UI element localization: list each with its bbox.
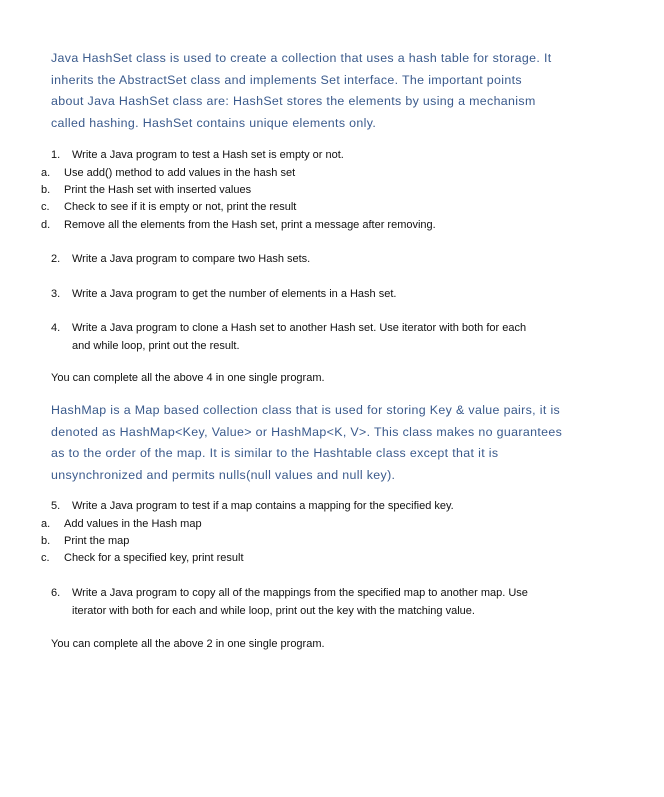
item-number: 4. [51,322,61,334]
item-number: 2. [51,253,61,265]
item-number: 6. [51,587,61,599]
item-number: 5. [51,500,61,512]
item-text: Write a Java program to get the number of elements in a Hash set. [72,288,397,300]
intro-line: called hashing. HashSet contains unique elements only. [51,115,377,130]
intro-line: about Java HashSet class are: HashSet stores the elements by using a mechanism [51,94,536,109]
item-text: Write a Java program to test if a map contains a mapping for the specified key. [72,500,454,512]
subitem-letter: a. [41,518,51,530]
item-text: Write a Java program to test a Hash set is empty or not. [72,149,344,161]
intro-line: denoted as HashMap<Key, Value> or HashMap<K, V>. This class makes no guarantees [51,424,563,439]
intro-line: inherits the AbstractSet class and implements Set interface. The important points [51,72,522,87]
item-text: Write a Java program to clone a Hash set to another Hash set. Use iterator with both for each [72,322,527,334]
item-text: and while loop, print out the result. [72,339,240,352]
completion-note-2: You can complete all the above 2 in one single program. [51,638,325,650]
subitem-letter: d. [41,219,51,231]
completion-note-1: You can complete all the above 4 in one single program. [51,372,325,384]
subitem-text: Print the Hash set with inserted values [64,184,252,196]
subitem-text: Check to see if it is empty or not, print the result [64,201,297,213]
item-number: 1. [51,149,61,161]
intro-line: as to the order of the map. It is similar to the Hashtable class except that it is [51,446,499,461]
subitem-letter: c. [41,552,50,564]
item-number: 3. [51,288,61,300]
subitem-letter: c. [41,201,50,213]
intro-line: HashMap is a Map based collection class that is used for storing Key & value pairs, it is [51,403,561,417]
subitem-text: Remove all the elements from the Hash set, print a message after removing. [64,219,436,231]
subitem-text: Add values in the Hash map [64,518,202,530]
intro-line: unsynchronized and permits nulls(null values and null key). [51,467,396,482]
subitem-text: Use add() method to add values in the hash set [64,167,296,179]
subitem-letter: b. [41,535,51,547]
subitem-letter: a. [41,167,51,179]
hashmap-intro-paragraph [51,400,611,486]
item-text: Write a Java program to compare two Hash sets. [72,253,311,265]
intro-line: Java HashSet class is used to create a collection that uses a hash table for storage. It [51,51,552,65]
subitem-text: Check for a specified key, print result [64,552,244,564]
hashset-intro-paragraph [51,48,611,134]
subitem-letter: b. [41,184,51,196]
subitem-text: Print the map [64,535,130,547]
item-text: iterator with both for each and while loop, print out the key with the matching value. [72,604,475,617]
item-text: Write a Java program to copy all of the mappings from the specified map to another map. Use [72,587,528,599]
